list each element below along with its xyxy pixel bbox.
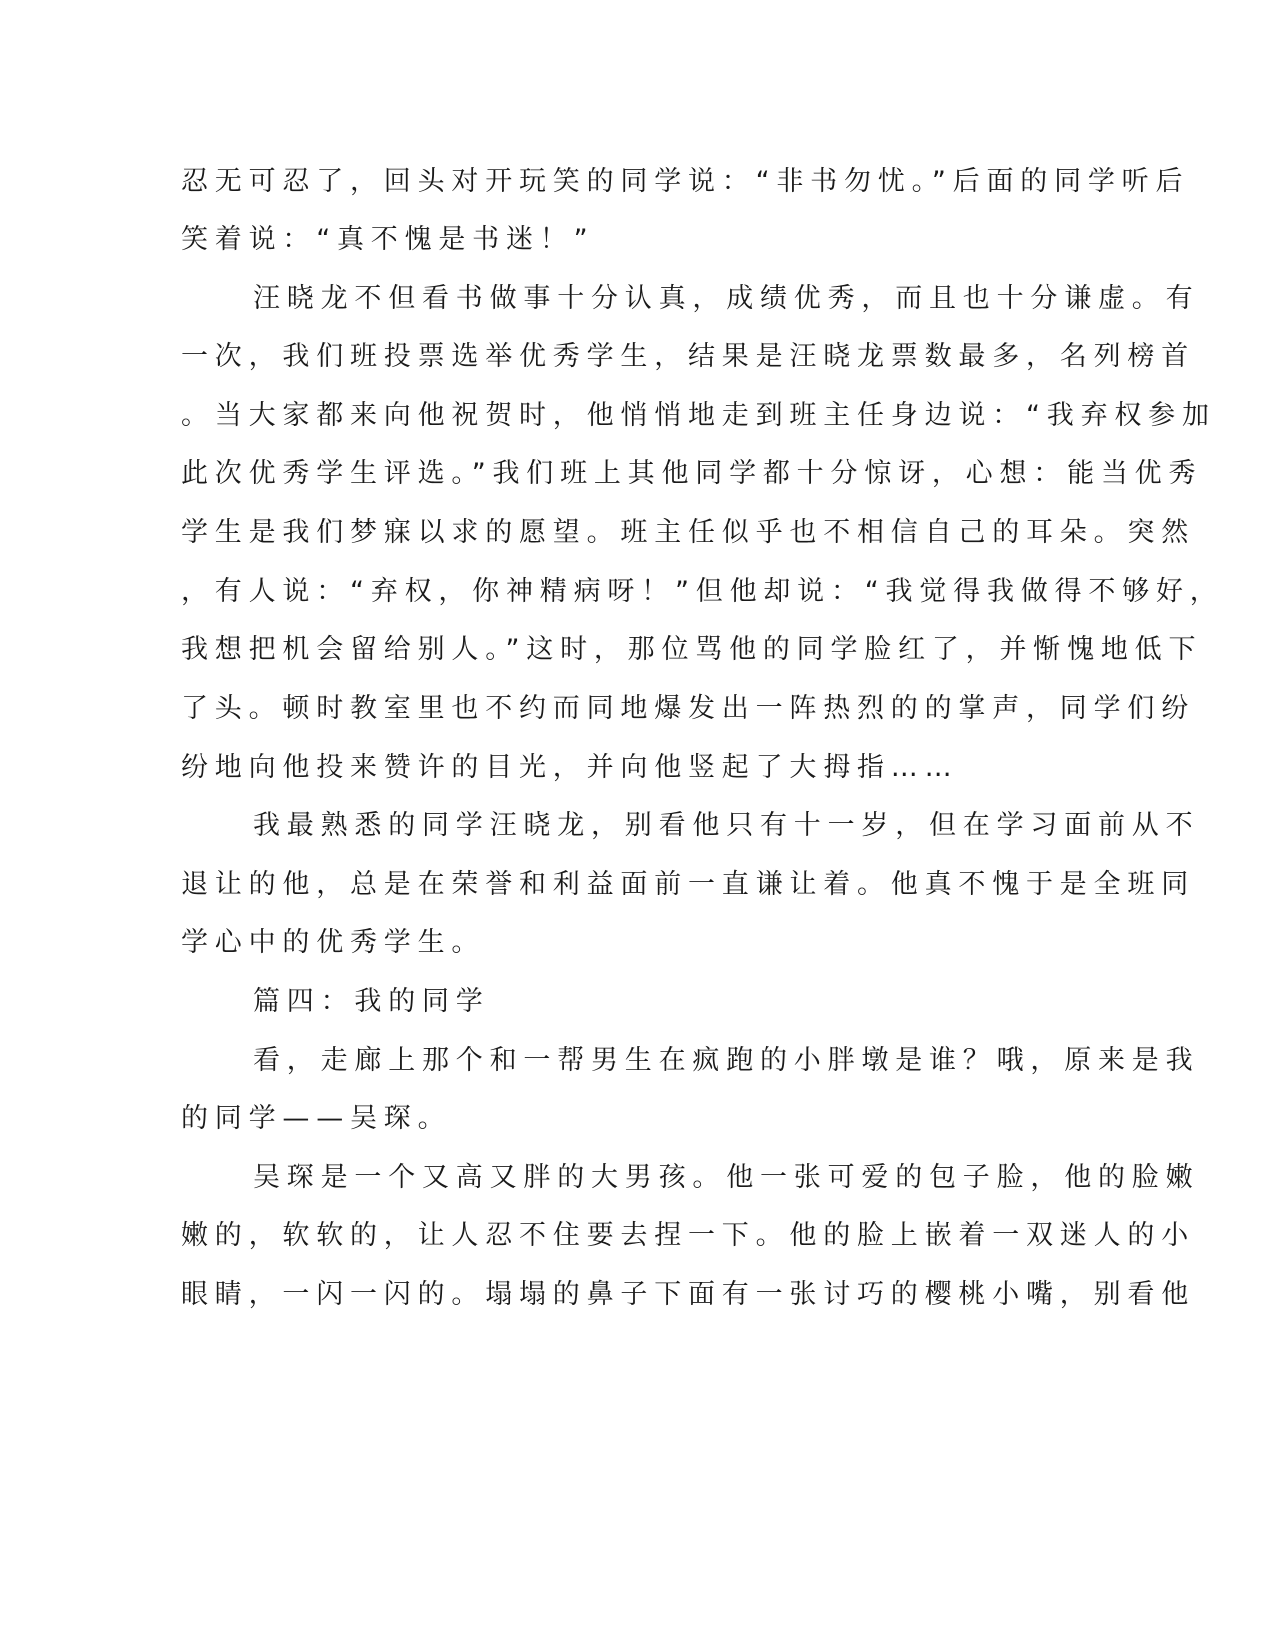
- text-line: 一次，我们班投票选举优秀学生，结果是汪晓龙票数最多，名列榜首: [181, 341, 1195, 372]
- text-line: 了头。顿时教室里也不约而同地爆发出一阵热烈的的掌声，同学们纷: [181, 693, 1195, 724]
- paragraph-first-line: 看，走廊上那个和一帮男生在疯跑的小胖墩是谁？哦，原来是我: [253, 1045, 1200, 1076]
- text-line: 。当大家都来向他祝贺时，他悄悄地走到班主任身边说：“我弃权参加: [181, 400, 1216, 431]
- text-line: 学心中的优秀学生。: [181, 927, 486, 958]
- text-line: 眼睛，一闪一闪的。塌塌的鼻子下面有一张讨巧的樱桃小嘴，别看他: [181, 1279, 1195, 1310]
- text-line: 忍无可忍了，回头对开玩笑的同学说：“非书勿忧。”后面的同学听后: [181, 166, 1190, 197]
- text-line: 我想把机会留给别人。”这时，那位骂他的同学脸红了，并惭愧地低下: [181, 634, 1203, 665]
- text-line: 退让的他，总是在荣誉和利益面前一直谦让着。他真不愧于是全班同: [181, 869, 1195, 900]
- text-line: 的同学——吴琛。: [181, 1103, 452, 1134]
- text-line: ，有人说：“弃权，你神精病呀！”但他却说：“我觉得我做得不够好，: [181, 576, 1224, 607]
- text-line: 嫩的，软软的，让人忍不住要去捏一下。他的脸上嵌着一双迷人的小: [181, 1220, 1195, 1251]
- text-line: 此次优秀学生评选。”我们班上其他同学都十分惊讶，心想：能当优秀: [181, 458, 1203, 489]
- section-heading: 篇四：我的同学: [253, 986, 490, 1017]
- paragraph-first-line: 汪晓龙不但看书做事十分认真，成绩优秀，而且也十分谦虚。有: [253, 283, 1200, 314]
- text-line: 纷地向他投来赞许的目光，并向他竖起了大拇指……: [181, 752, 959, 783]
- paragraph-first-line: 我最熟悉的同学汪晓龙，别看他只有十一岁，但在学习面前从不: [253, 810, 1200, 841]
- text-line: 笑着说：“真不愧是书迷！”: [181, 224, 595, 255]
- text-line: 学生是我们梦寐以求的愿望。班主任似乎也不相信自己的耳朵。突然: [181, 517, 1195, 548]
- paragraph-first-line: 吴琛是一个又高又胖的大男孩。他一张可爱的包子脸，他的脸嫩: [253, 1162, 1200, 1193]
